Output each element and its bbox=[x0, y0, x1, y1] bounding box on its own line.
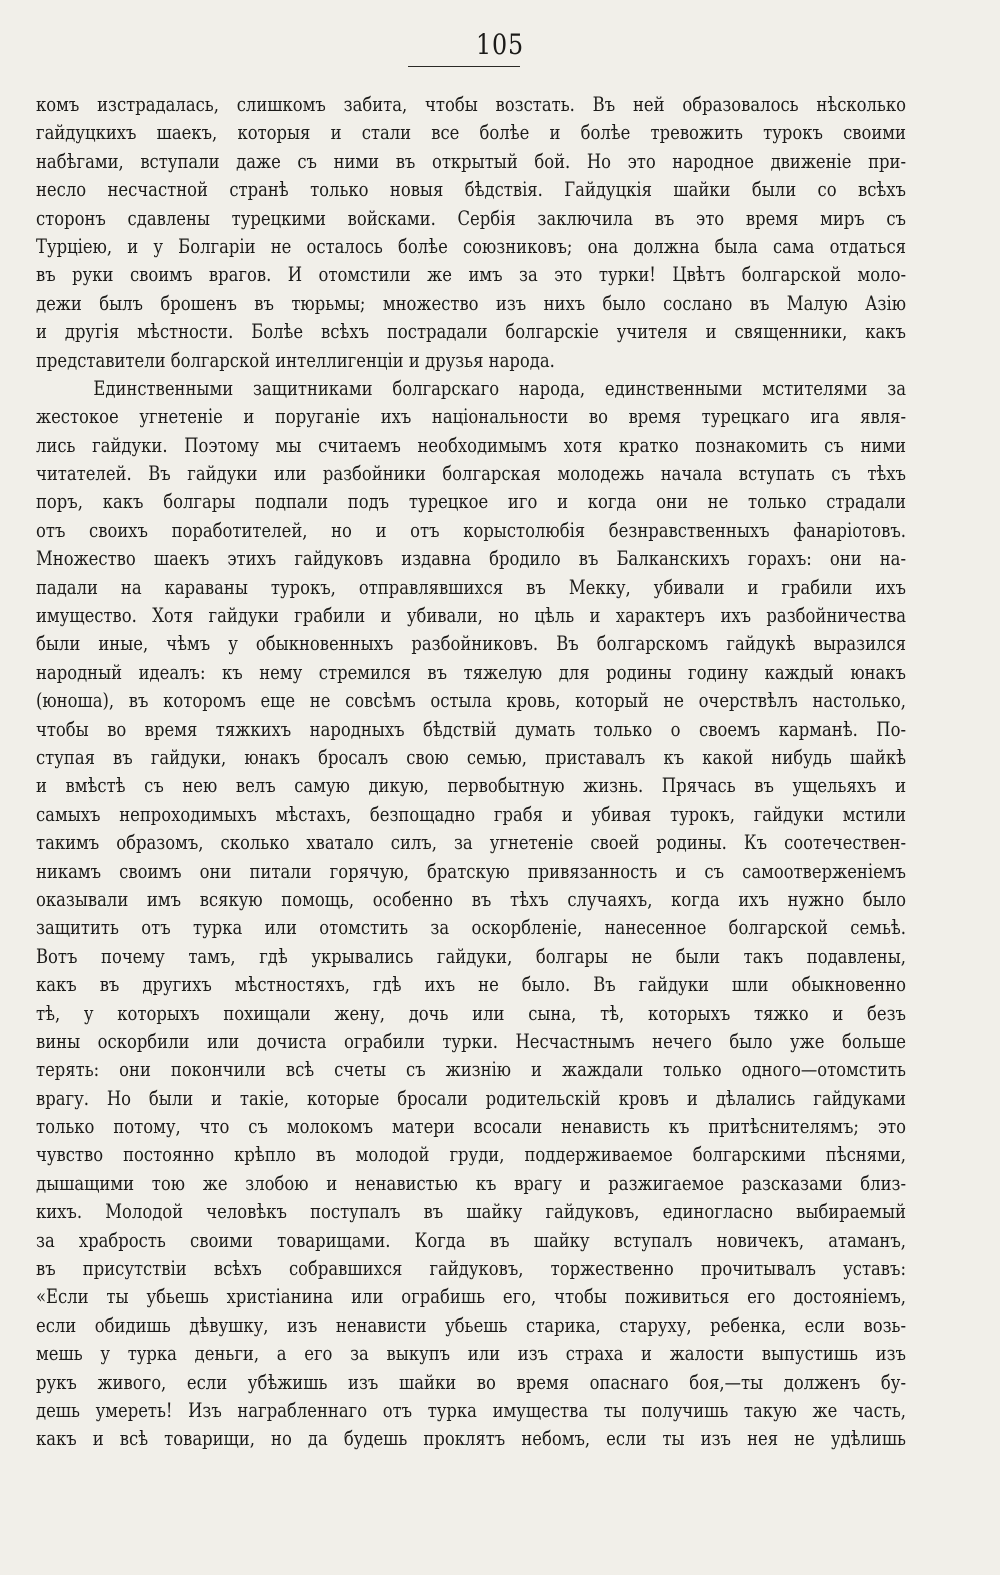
text-line: защитить отъ турка или отомстить за оскорбленіе, нанесенное болгарской семьѣ. bbox=[36, 915, 906, 940]
text-line: никамъ своимъ они питали горячую, братскую привязанность и съ самоотверженіемъ bbox=[36, 858, 906, 883]
text-line: чувство постоянно крѣпло въ молодой груди, поддерживаемое болгарскими пѣснями, bbox=[36, 1142, 906, 1167]
text-line: самыхъ непроходимыхъ мѣстахъ, безпощадно грабя и убивая турокъ, гайдуки мстили bbox=[36, 801, 906, 826]
text-line: падали на караваны турокъ, отправлявшихся въ Мекку, убивали и грабили ихъ bbox=[36, 574, 906, 599]
text-line: въ присутствіи всѣхъ собравшихся гайдуковъ, торжественно прочитывалъ уставъ: bbox=[36, 1256, 906, 1281]
text-line: тѣ, у которыхъ похищали жену, дочь или сына, тѣ, которыхъ тяжко и безъ bbox=[36, 1000, 906, 1025]
text-line: рукъ живого, если убѣжишь изъ шайки во время опаснаго боя,—ты долженъ бу- bbox=[36, 1369, 906, 1394]
text-line: оказывали имъ всякую помощь, особенно въ тѣхъ случаяхъ, когда ихъ нужно было bbox=[36, 886, 906, 911]
text-line: въ руки своимъ врагов. И отомстили же имъ за это турки! Цвѣтъ болгарской моло- bbox=[36, 262, 906, 287]
text-line: были иные, чѣмъ у обыкновенныхъ разбойниковъ. Въ болгарскомъ гайдукѣ выразился bbox=[36, 631, 906, 656]
text-line: представители болгарской интеллигенціи и друзья народа. bbox=[36, 347, 555, 372]
text-line: и другія мѣстности. Болѣе всѣхъ пострадали болгарскіе учителя и священники, какъ bbox=[36, 319, 906, 344]
text-line: гайдуцкихъ шаекъ, которыя и стали все болѣе и болѣе тревожить турокъ своими bbox=[36, 120, 906, 145]
text-line: терять: они покончили всѣ счеты съ жизнію и жаждали только одного—отомстить bbox=[36, 1057, 906, 1082]
text-line: сторонъ сдавлены турецкими войсками. Сербія заключила въ это время миръ съ bbox=[36, 205, 906, 230]
text-line: лись гайдуки. Поэтому мы считаемъ необходимымъ хотя кратко познакомить съ ними bbox=[36, 432, 906, 457]
text-line: такимъ образомъ, сколько хватало силъ, за угнетеніе своей родины. Къ соотечествен- bbox=[36, 830, 906, 855]
text-line: отъ своихъ поработителей, но и отъ корыстолюбія безнравственныхъ фанаріотовъ. bbox=[36, 517, 906, 542]
text-line: Вотъ почему тамъ, гдѣ укрывались гайдуки, болгары не были такъ подавлены, bbox=[36, 943, 906, 968]
text-line: чтобы во время тяжкихъ народныхъ бѣдствій думать только о своемъ карманѣ. По- bbox=[36, 716, 906, 741]
text-line: Единственными защитниками болгарскаго народа, единственными мстителями за bbox=[93, 375, 906, 400]
body-text bbox=[36, 90, 906, 1453]
text-line: мешь у турка деньги, а его за выкупъ или изъ страха и жалости выпустишь изъ bbox=[36, 1341, 906, 1366]
text-line: и вмѣстѣ съ нею велъ самую дикую, первобытную жизнь. Прячась въ ущельяхъ и bbox=[36, 773, 906, 798]
page-number: 105 bbox=[476, 28, 524, 61]
text-line: какъ и всѣ товарищи, но да будешь проклятъ небомъ, если ты изъ нея не удѣлишь bbox=[36, 1426, 906, 1451]
page-number-rule bbox=[408, 66, 520, 67]
text-line: Множество шаекъ этихъ гайдуковъ издавна бродило въ Балканскихъ горахъ: они на- bbox=[36, 546, 906, 571]
text-line: комъ изстрадалась, слишкомъ забита, чтобы возстать. Въ ней образовалось нѣсколько bbox=[36, 92, 906, 116]
text-line: если обидишь дѣвушку, изъ ненависти убьешь старика, старуху, ребенка, если возь- bbox=[36, 1312, 906, 1337]
text-line: читателей. Въ гайдуки или разбойники болгарская молодежь начала вступать съ тѣхъ bbox=[36, 461, 906, 486]
text-line: врагу. Но были и такіе, которые бросали родительскій кровъ и дѣлались гайдуками bbox=[36, 1085, 906, 1110]
text-line: дышащими тою же злобою и ненавистью къ врагу и разжигаемое разсказами близ- bbox=[36, 1170, 906, 1195]
text-line: набѣгами, вступали даже съ ними въ открытый бой. Но это народное движеніе при- bbox=[36, 148, 906, 173]
text-line: за храбрость своими товарищами. Когда въ шайку вступалъ новичекъ, атаманъ, bbox=[36, 1227, 906, 1252]
text-line: Турціею, и у Болгаріи не осталось болѣе союзниковъ; она должна была сама отдаться bbox=[36, 233, 906, 258]
text-line: ступая въ гайдуки, юнакъ бросалъ свою семью, приставалъ къ какой нибудь шайкѣ bbox=[36, 744, 906, 769]
text-line: имущество. Хотя гайдуки грабили и убивали, но цѣль и характеръ ихъ разбойничества bbox=[36, 603, 906, 628]
text-line: «Если ты убьешь христіанина или ограбишь его, чтобы поживиться его достояніемъ, bbox=[36, 1284, 906, 1309]
text-line: поръ, какъ болгары подпали подъ турецкое иго и когда они не только страдали bbox=[36, 489, 906, 514]
text-line: вины оскорбили или дочиста ограбили турки. Несчастнымъ нечего было уже больше bbox=[36, 1028, 906, 1053]
text-line: дешь умереть! Изъ награбленнаго отъ турка имущества ты получишь такую же часть, bbox=[36, 1397, 906, 1422]
text-line: только потому, что съ молокомъ матери всосали ненависть къ притѣснителямъ; это bbox=[36, 1114, 906, 1139]
text-line: несло несчастной странѣ только новыя бѣдствія. Гайдуцкія шайки были со всѣхъ bbox=[36, 177, 906, 202]
text-line: (юноша), въ которомъ еще не совсѣмъ остыла кровь, который не очерствѣлъ настолько, bbox=[36, 688, 906, 713]
text-line: жестокое угнетеніе и поруганіе ихъ національности во время турецкаго ига явля- bbox=[36, 404, 906, 429]
text-line: кихъ. Молодой человѣкъ поступалъ въ шайку гайдуковъ, единогласно выбираемый bbox=[36, 1199, 906, 1224]
text-line: народный идеалъ: къ нему стремился въ тяжелую для родины годину каждый юнакъ bbox=[36, 659, 906, 684]
text-line: какъ въ другихъ мѣстностяхъ, гдѣ ихъ не было. Въ гайдуки шли обыкновенно bbox=[36, 972, 906, 997]
text-line: дежи былъ брошенъ въ тюрьмы; множество изъ нихъ было сослано въ Малую Азію bbox=[36, 290, 906, 315]
